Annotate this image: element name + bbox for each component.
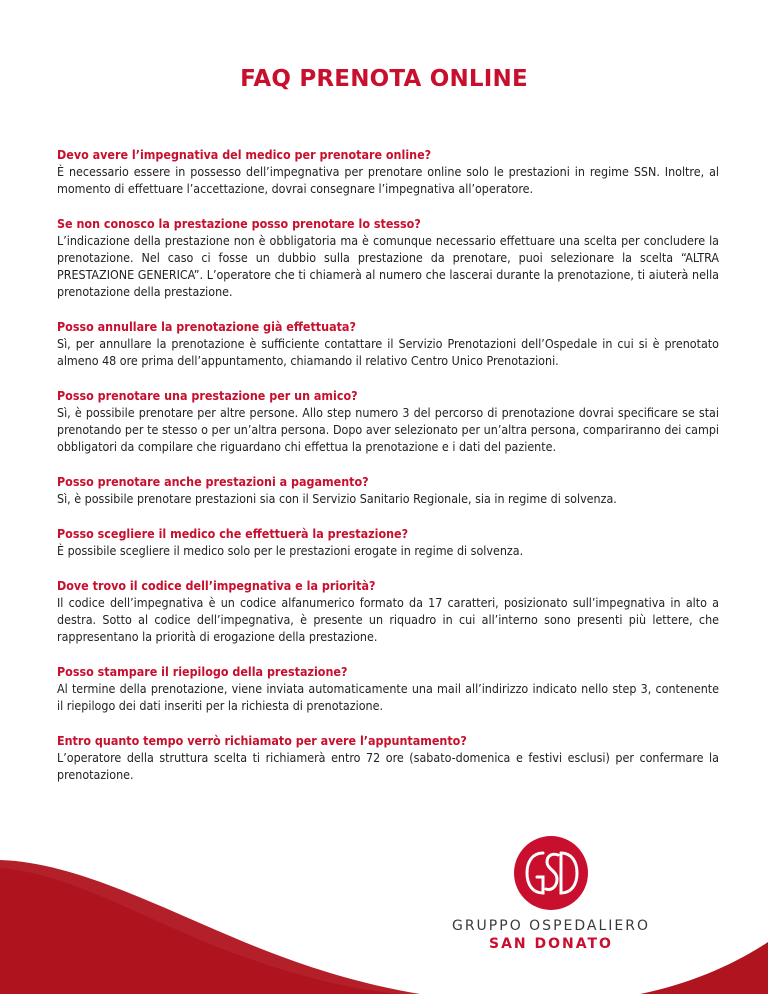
logo-line-1: GRUPPO OSPEDALIERO <box>451 918 650 934</box>
faq-question: Posso prenotare anche prestazioni a pagamento? <box>57 474 369 489</box>
faq-question: Posso prenotare una prestazione per un amico? <box>57 388 358 403</box>
footer-wave-decoration <box>0 820 768 994</box>
faq-item <box>57 577 719 645</box>
faq-list <box>57 146 719 801</box>
faq-answer: L’operatore della struttura scelta ti richiamerà entro 72 ore (sabato-domenica e festivi esclusi) per confermare la prenotazione. <box>57 750 719 782</box>
faq-item <box>57 525 719 559</box>
faq-answer: Sì, è possibile prenotare per altre persone. Allo step numero 3 del percorso di prenotazione dovrai specificare se stai prenotando per te stesso o per un’altra persona. Dopo aver selezionato per un’altra persona, compariranno dei campi obbligatori da compilare che riguardano chi effettua la prenotazione e i dati del paziente. <box>57 405 719 454</box>
faq-answer: L’indicazione della prestazione non è obbligatoria ma è comunque necessario effettuare una scelta per concludere la prenotazione. Nel caso ci fosse un dubbio sulla prestazione da prenotare, puoi selezionare la scelta “ALTRA PRESTAZIONE GENERICA”. L’operatore che ti chiamerà al numero che lascerai durante la prenotazione, ti aiuterà nella prenotazione della prestazione. <box>57 233 719 299</box>
gsd-logo-icon <box>513 835 589 911</box>
faq-item <box>57 387 719 455</box>
faq-item <box>57 663 719 714</box>
faq-question: Dove trovo il codice dell’impegnativa e la priorità? <box>57 578 376 593</box>
faq-question: Posso annullare la prenotazione già effettuata? <box>57 319 356 334</box>
faq-item <box>57 146 719 197</box>
faq-answer: Il codice dell’impegnativa è un codice alfanumerico formato da 17 caratteri, posizionato sull’impegnativa in alto a destra. Sotto al codice dell’impegnativa, è presente un riquadro in cui all’interno sono presenti più lettere, che rappresentano la priorità di erogazione della prestazione. <box>57 595 719 644</box>
faq-question: Posso stampare il riepilogo della prestazione? <box>57 664 348 679</box>
faq-question: Posso scegliere il medico che effettuerà la prestazione? <box>57 526 409 541</box>
faq-item <box>57 473 719 507</box>
faq-question: Se non conosco la prestazione posso prenotare lo stesso? <box>57 216 421 231</box>
logo-line-2: SAN DONATO <box>489 936 613 952</box>
page-title: FAQ PRENOTA ONLINE <box>240 66 528 92</box>
footer-wave-red <box>0 860 420 994</box>
faq-answer: Al termine della prenotazione, viene inviata automaticamente una mail all’indirizzo indicato nello step 3, contenente il riepilogo dei dati inseriti per la richiesta di prenotazione. <box>57 681 719 713</box>
faq-item <box>57 318 719 369</box>
faq-answer: Sì, è possibile prenotare prestazioni sia con il Servizio Sanitario Regionale, sia in regime di solvenza. <box>57 491 617 506</box>
faq-answer: È possibile scegliere il medico solo per le prestazioni erogate in regime di solvenza. <box>57 543 524 558</box>
faq-answer: Sì, per annullare la prenotazione è sufficiente contattare il Servizio Prenotazioni dell’Ospedale in cui si è prenotato almeno 48 ore prima dell’appuntamento, chiamando il relativo Centro Unico Prenotazioni. <box>57 336 719 368</box>
faq-answer: È necessario essere in possesso dell’impegnativa per prenotare online solo le prestazioni in regime SSN. Inoltre, al momento di effettuare l’accettazione, dovrai consegnare l’impegnativa all’operatore. <box>57 164 719 196</box>
faq-item <box>57 215 719 300</box>
faq-question: Devo avere l’impegnativa del medico per prenotare online? <box>57 147 432 162</box>
faq-question: Entro quanto tempo verrò richiamato per avere l’appuntamento? <box>57 733 467 748</box>
faq-item <box>57 732 719 783</box>
